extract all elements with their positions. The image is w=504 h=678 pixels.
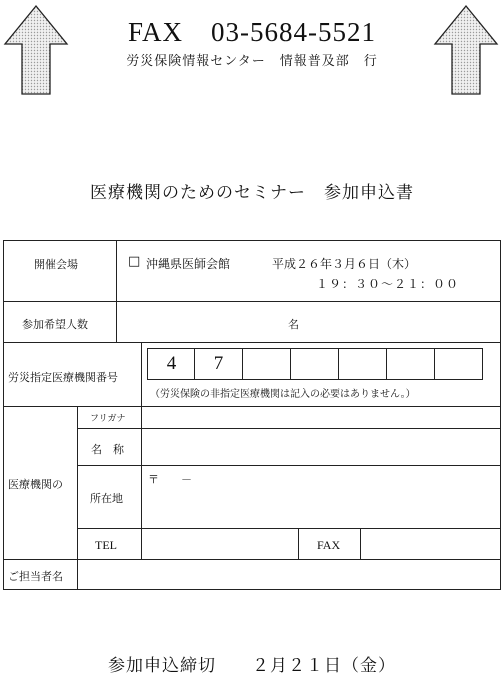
venue-date: 平成２６年３月６日（木） xyxy=(272,257,417,271)
participants-unit: 名 xyxy=(288,318,299,331)
fax-label: FAX xyxy=(317,538,341,552)
institution-digit-2: 7 xyxy=(213,352,224,374)
institution-number-note: （労災保険の非指定医療機関は記入の必要はありません。） xyxy=(150,389,416,400)
tel-label: TEL xyxy=(95,538,117,552)
institution-number-label: 労災指定医療機関番号 xyxy=(8,371,118,384)
address-label: 所在地 xyxy=(90,492,123,505)
venue-name: 沖縄県医師会館 xyxy=(146,257,231,271)
participants-label: 参加希望人数 xyxy=(22,318,88,331)
institution-group-label: 医療機関の xyxy=(8,478,63,491)
fax-number: FAX 03-5684-5521 xyxy=(128,17,376,47)
venue-label: 開催会場 xyxy=(34,258,78,271)
application-deadline: 参加申込締切 ２月２１日（金） xyxy=(108,656,396,676)
name-label: 名 称 xyxy=(91,443,124,456)
postal-code-mark: 〒 － xyxy=(148,473,192,486)
form-title: 医療機関のためのセミナー 参加申込書 xyxy=(90,183,414,203)
contact-label: ご担当者名 xyxy=(8,570,63,583)
fax-recipient: 労災保険情報センター 情報普及部 行 xyxy=(126,54,378,69)
venue-time: １９：３０〜２１：００ xyxy=(316,277,460,291)
venue-checkbox[interactable]: □ xyxy=(128,254,141,269)
institution-digit-1: 4 xyxy=(166,352,177,374)
furigana-label: フリガナ xyxy=(90,414,126,424)
